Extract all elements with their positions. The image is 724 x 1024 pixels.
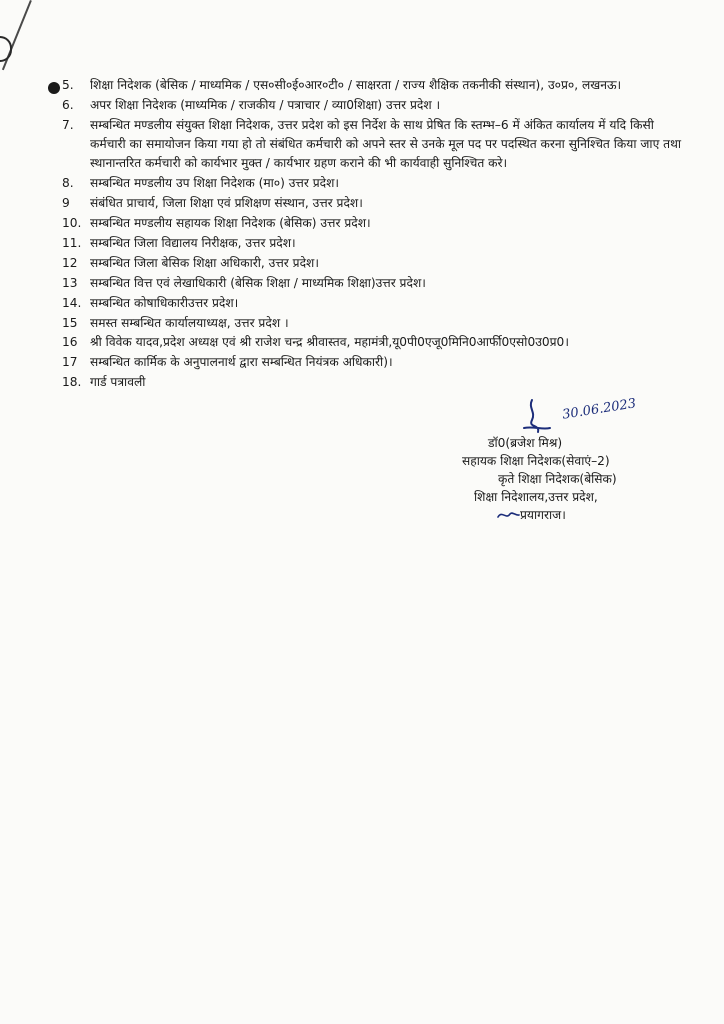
item-number: 13: [62, 275, 78, 290]
item-number: 6.: [62, 97, 74, 112]
list-item: [62, 194, 687, 213]
item-text: सम्बन्धित मण्डलीय संयुक्त शिक्षा निदेशक, उत्तर प्रदेश को इस निर्देश के साथ प्रेषित कि स्तम्भ–6 में अंकित कार्यालय में यदि किसी कर्मचारी का समायोजन किया गया हो तो संबंधित कर्मचारी को अपने स्तर से उनके मूल पद पर पदस्थित करना सुनिश्चित किया जाए तथा स्थानान्तरित कर्मचारी को कार्यभार मुक्त / कार्यभार ग्रहण कराने की भी कार्यवाही सुनिश्चित करे।: [90, 117, 682, 171]
signature-block: [436, 396, 676, 542]
list-item: [62, 234, 687, 253]
pen-initial-mark-icon: [496, 508, 520, 522]
item-number: 14.: [62, 295, 82, 310]
item-text: शिक्षा निदेशक (बेसिक / माध्यमिक / एस०सी०ई०आर०टी० / साक्षरता / राज्य शैक्षिक तकनीकी संस्थान), उ०प्र०, लखनऊ।: [90, 78, 622, 92]
item-text: सम्बन्धित कोषाधिकारीउत्तर प्रदेश।: [90, 295, 239, 310]
item-number: 15: [62, 315, 78, 330]
item-number: 11.: [62, 235, 82, 250]
signature-date: 30.06.2023: [561, 396, 638, 423]
item-number: 8.: [62, 176, 74, 191]
item-text: सम्बन्धित वित्त एवं लेखाधिकारी (बेसिक शिक्षा / माध्यमिक शिक्षा)उत्तर प्रदेश।: [90, 275, 426, 290]
signatory-on-behalf: कृते शिक्षा निदेशक(बेसिक): [498, 472, 617, 486]
item-text: समस्त सम्बन्धित कार्यालयाध्यक्ष, उत्तर प्रदेश ।: [90, 315, 289, 330]
item-text: सम्बन्धित जिला बेसिक शिक्षा अधिकारी, उत्तर प्रदेश।: [90, 255, 319, 270]
list-item: [62, 174, 687, 193]
list-item: [62, 116, 687, 174]
item-number: 12: [62, 255, 78, 270]
list-item: [62, 333, 687, 352]
list-item: [62, 353, 687, 372]
list-item: [62, 254, 687, 273]
bullet-dot-icon: [48, 82, 60, 94]
item-text: अपर शिक्षा निदेशक (माध्यमिक / राजकीय / पत्राचार / व्या0शिक्षा) उत्तर प्रदेश ।: [90, 97, 441, 112]
item-text: श्री विवेक यादव,प्रदेश अध्यक्ष एवं श्री राजेश चन्द्र श्रीवास्तव, महामंत्री,यू0पी0एजू0मिनि0आर्फी0एसो0उ0प्र0।: [90, 335, 569, 350]
item-number: 10.: [62, 216, 82, 231]
signatory-city: प्रयागराज।: [520, 508, 566, 522]
item-text: संबंधित प्राचार्य, जिला शिक्षा एवं प्रशिक्षण संस्थान, उत्तर प्रदेश।: [90, 196, 363, 211]
list-item: [62, 314, 687, 333]
list-item: [62, 76, 687, 95]
item-text: सम्बन्धित मण्डलीय सहायक शिक्षा निदेशक (बेसिक) उत्तर प्रदेश।: [90, 216, 371, 231]
item-number: 5.: [62, 78, 74, 92]
distribution-list: [62, 76, 687, 393]
list-item: [62, 373, 687, 392]
signatory-designation: सहायक शिक्षा निदेशक(सेवाएं–2): [462, 454, 610, 468]
item-text: सम्बन्धित मण्डलीय उप शिक्षा निदेशक (मा०) उत्तर प्रदेश।: [90, 176, 340, 191]
item-number: 17: [62, 355, 78, 370]
list-item: [62, 274, 687, 293]
list-item: [62, 96, 687, 115]
list-item: [62, 214, 687, 233]
item-text: सम्बन्धित कार्मिक के अनुपालनार्थ द्वारा सम्बन्धित नियंत्रक अधिकारी)।: [90, 355, 393, 370]
item-text: सम्बन्धित जिला विद्यालय निरीक्षक, उत्तर प्रदेश।: [90, 235, 296, 250]
signatory-name: डॉ0(ब्रजेश मिश्र): [488, 436, 563, 450]
punch-hole-mark: [0, 36, 12, 62]
signatory-office: शिक्षा निदेशालय,उत्तर प्रदेश,: [474, 490, 598, 504]
item-number: 16: [62, 335, 78, 350]
item-number: 9: [62, 196, 70, 211]
item-number: 18.: [62, 375, 82, 390]
list-item: [62, 294, 687, 313]
item-number: 7.: [62, 117, 74, 132]
item-text: गार्ड पत्रावली: [90, 375, 146, 390]
